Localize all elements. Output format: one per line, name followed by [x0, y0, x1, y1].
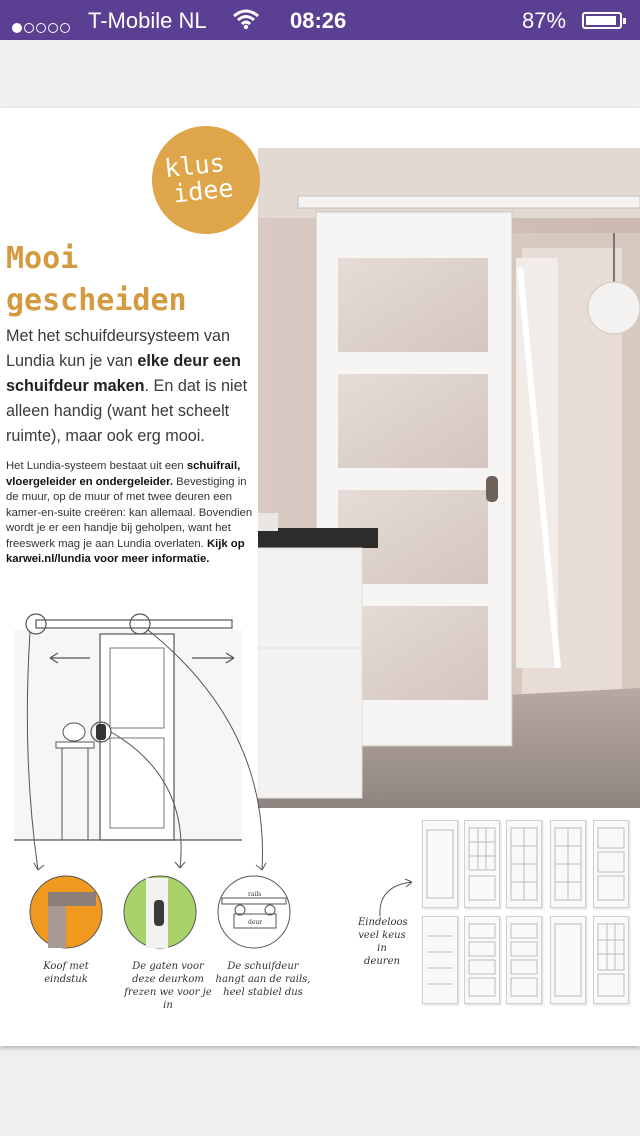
intro-paragraph [6, 324, 254, 449]
title-line-2: gescheiden [6, 283, 187, 318]
deur-label: deur [248, 919, 263, 926]
intro-text-2: . En dat is niet alleen handig (want het scheelt ruimte), maar ook erg mooi. [6, 377, 248, 445]
badge-line-2: idee [171, 173, 235, 209]
installation-diagram [0, 608, 311, 1028]
detail-handle [124, 876, 196, 948]
magazine-page[interactable] [0, 108, 640, 1046]
carrier-name: T-Mobile NL [88, 8, 207, 33]
sliding-door-photo [258, 148, 640, 808]
body-link[interactable]: Kijk op karwei.nl/lundia voor meer informatie. [6, 537, 245, 565]
clock: 08:26 [290, 8, 347, 33]
battery-percentage: 87% [522, 8, 567, 33]
title-line-1: Mooi [6, 241, 79, 276]
rail-drawing [36, 620, 232, 628]
wifi-icon [232, 8, 260, 36]
body-bold-1: schuifrail, vloergeleider en ondergeleider. [6, 460, 241, 488]
battery-icon [582, 12, 622, 29]
caption-handle: De gaten voor deze deurkom frezen we voor je in [124, 961, 212, 1011]
caption-rails: De schuifdeur hangt aan de rails, heel stabiel dus [215, 961, 311, 998]
intro-bold: elke deur een schuifdeur maken [6, 352, 241, 395]
status-bar [0, 0, 640, 40]
badge-line-1: klus [163, 148, 227, 184]
klus-idee-badge [147, 121, 266, 240]
caption-koof: Koof met eindstuk [43, 961, 89, 985]
intro-text-1: Met het schuifdeursysteem van Lundia kun je van [6, 327, 231, 370]
door-panel-details [418, 820, 640, 1010]
door-thumbnails [418, 820, 640, 1010]
doors-label: Eindeloos veel keus in deuren [358, 917, 408, 967]
body-text-2: Bevestiging in de muur, op de muur of met twee deuren een kamer-en-suite creëren: kan allemaal. Bovendien wordt je er een handje bij geholpen, want het freeswerk mag je aan Lundia overlaten. [6, 475, 253, 550]
door-drawing [100, 634, 174, 840]
body-text-1: Het Lundia-systeem bestaat uit een [6, 460, 187, 472]
rails-label: rails [248, 891, 262, 898]
body-paragraph [6, 459, 256, 568]
article-title [6, 238, 187, 322]
detail-rails [218, 876, 290, 948]
signal-strength-icon [12, 13, 72, 39]
detail-koof [30, 876, 102, 948]
